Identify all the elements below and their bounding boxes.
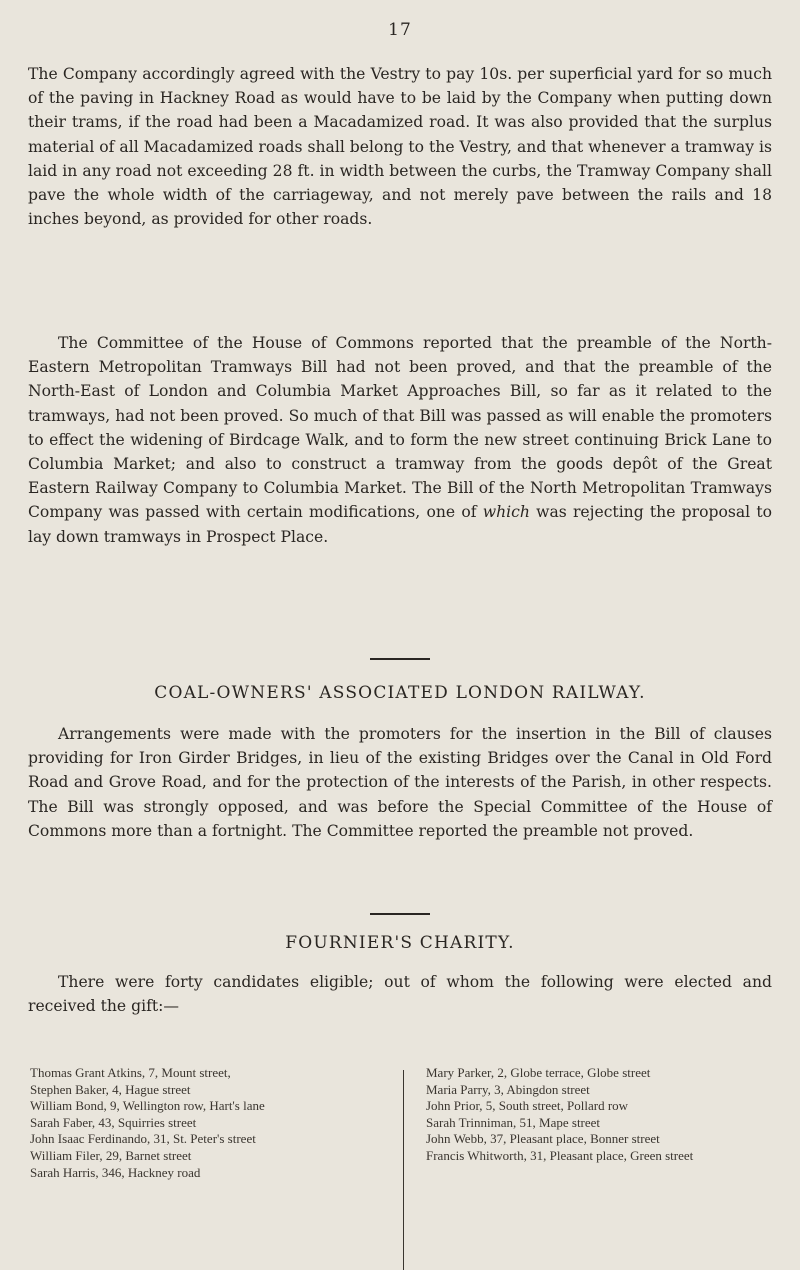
- section-divider-1: [370, 658, 430, 660]
- list-item: Sarah Trinniman, 51, Mape street: [426, 1114, 601, 1130]
- list-item: Sarah Harris, 346, Hackney road: [30, 1164, 201, 1180]
- list-item: Maria Parry, 3, Abingdon street: [426, 1081, 590, 1097]
- column-divider: [403, 1070, 404, 1270]
- recipients-list-left: [30, 1065, 360, 1181]
- section-divider-2: [370, 913, 430, 915]
- page-number: 17: [388, 20, 412, 40]
- italic-word: which: [482, 503, 530, 522]
- list-item: Stephen Baker, 4, Hague street: [30, 1081, 191, 1097]
- heading-fourniers-charity: FOURNIER'S CHARITY.: [285, 933, 515, 953]
- list-item: Mary Parker, 2, Globe terrace, Globe street: [426, 1065, 651, 1080]
- list-item: John Webb, 37, Pleasant place, Bonner street: [426, 1131, 660, 1147]
- paragraph-committee-report-text: The Committee of the House of Commons reported that the preamble of the North-Eastern Metropolitan Tramways Bill had not been proved, and that the preamble of the North-East of London and Columbia Market Approaches Bill, so far as it related to the tramways, had not been proved. So much of that Bill was passed as will enable the promoters to effect the widening of Birdcage Walk, and to form the new street continuing Brick Lane to Columbia Market; and also to construct a tramway from the goods depôt of the Great Eastern Railway Company to Columbia Market. The Bill of the North Metropolitan Tramways Company was passed with certain modifications, one of: [28, 334, 772, 522]
- list-item: Sarah Faber, 43, Squirries street: [30, 1114, 197, 1130]
- list-item: William Bond, 9, Wellington row, Hart's lane: [30, 1098, 265, 1114]
- paragraph-paving-agreement: The Company accordingly agreed with the Vestry to pay 10s. per superficial yard for so much of the paving in Hackney Road as would have to be laid by the Company when putting down their trams, if the road had been a Macadamized road. It was also provided that the surplus material of all Macadamized roads shall belong to the Vestry, and that whenever a tramway is laid in any road not exceeding 28 ft. in width between the curbs, the Tramway Company shall pave the whole width of the carriageway, and not merely pave between the rails and 18 inches beyond, as provided for other roads.: [28, 65, 772, 229]
- heading-coal-owners-railway: COAL-OWNERS' ASSOCIATED LONDON RAILWAY.: [154, 683, 646, 703]
- paragraph-committee-report-end: was rejecting the proposal to lay down tramways in Prospect Place.: [28, 503, 772, 546]
- list-item: John Prior, 5, South street, Pollard row: [426, 1098, 629, 1114]
- paragraph-charity-intro: There were forty candidates eligible; out of whom the following were elected and received the gift:—: [28, 973, 772, 1016]
- list-item: Thomas Grant Atkins, 7, Mount street,: [30, 1065, 231, 1080]
- recipients-list-right: [426, 1065, 776, 1165]
- list-item: William Filer, 29, Barnet street: [30, 1147, 192, 1163]
- list-item: John Isaac Ferdinando, 31, St. Peter's street: [30, 1131, 256, 1147]
- list-item: Francis Whitworth, 31, Pleasant place, Green street: [426, 1147, 694, 1163]
- paragraph-coal-owners: Arrangements were made with the promoters for the insertion in the Bill of clauses providing for Iron Girder Bridges, in lieu of the existing Bridges over the Canal in Old Ford Road and Grove Road, and for the protection of the interests of the Parish, in other respects. The Bill was strongly opposed, and was before the Special Committee of the House of Commons more than a fortnight. The Committee reported the preamble not proved.: [28, 725, 772, 840]
- paragraph-committee-report: [28, 331, 772, 549]
